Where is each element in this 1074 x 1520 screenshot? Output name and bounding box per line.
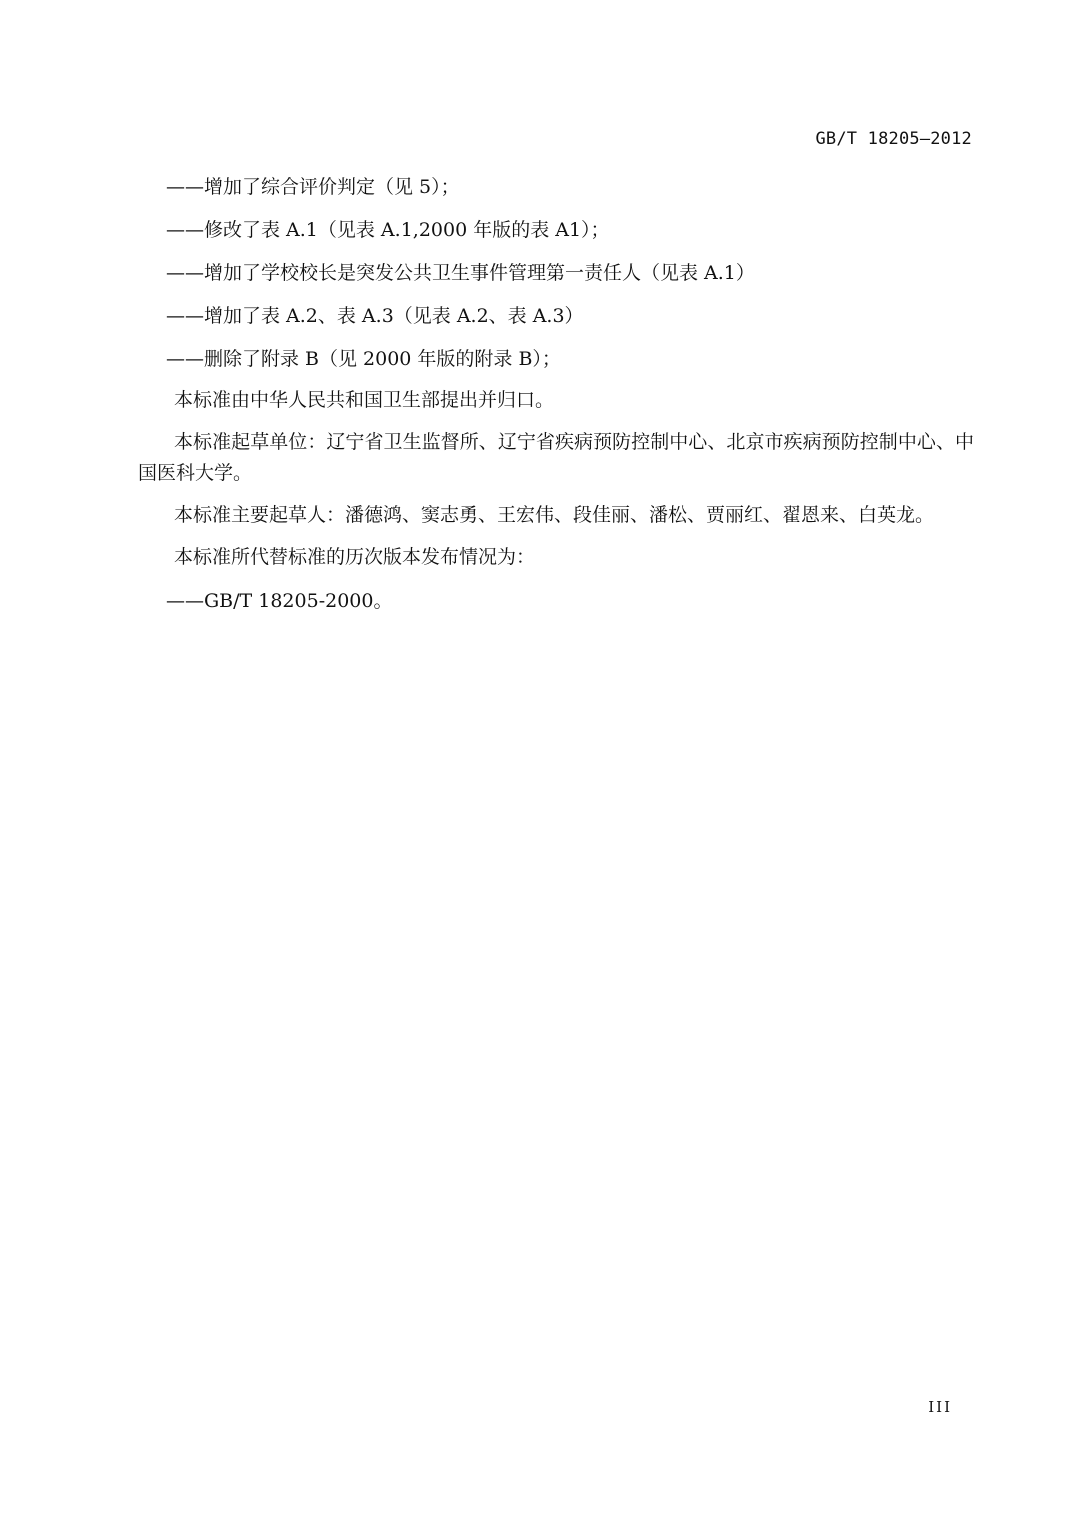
- page-number: III: [928, 1398, 952, 1416]
- drafting-units-paragraph: 本标准起草单位：辽宁省卫生监督所、辽宁省疾病预防控制中心、北京市疾病预防控制中心、中国医科大学。: [138, 431, 974, 484]
- change-item: ——删除了附录 B（见 2000 年版的附录 B）；: [166, 348, 561, 370]
- change-item: ——增加了综合评价判定（见 5）；: [166, 176, 460, 198]
- history-intro-paragraph: 本标准所代替标准的历次版本发布情况为：: [174, 546, 536, 568]
- change-item: ——增加了表 A.2、表 A.3（见表 A.2、表 A.3）: [166, 305, 584, 327]
- drafters-paragraph: 本标准主要起草人：潘德鸿、窦志勇、王宏伟、段佳丽、潘松、贾丽红、翟恩来、白英龙。: [174, 504, 935, 526]
- standard-code: GB/T 18205—2012: [815, 129, 972, 149]
- foreword-content: [138, 170, 974, 627]
- change-item: ——增加了学校校长是突发公共卫生事件管理第一责任人（见表 A.1）: [166, 262, 755, 284]
- proposed-by-paragraph: 本标准由中华人民共和国卫生部提出并归口。: [174, 389, 555, 411]
- change-item: ——修改了表 A.1（见表 A.1,2000 年版的表 A1）；: [166, 219, 610, 241]
- history-item: ——GB/T 18205-2000。: [166, 590, 393, 612]
